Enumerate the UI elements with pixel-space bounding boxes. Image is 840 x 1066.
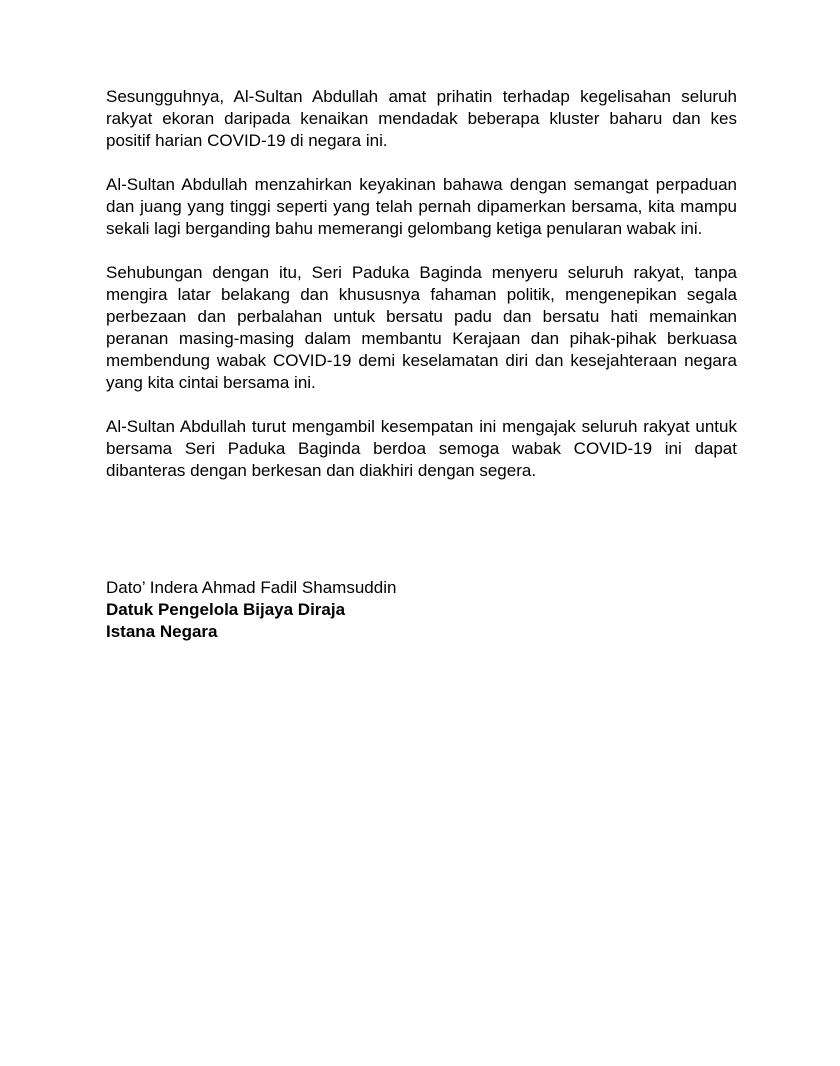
paragraph-2: Al-Sultan Abdullah menzahirkan keyakinan bahawa dengan semangat perpaduan dan juang yang tinggi seperti yang telah pernah dipamerkan bersama, kita mampu sekali lagi berganding bahu memerangi gelombang ketiga penularan wabak ini. <box>106 175 737 238</box>
signatory-organization: Istana Negara <box>106 622 218 641</box>
signature-block <box>106 577 737 643</box>
document-body <box>106 86 737 643</box>
paragraph-1: Sesungguhnya, Al-Sultan Abdullah amat prihatin terhadap kegelisahan seluruh rakyat ekoran daripada kenaikan mendadak beberapa kluster baharu dan kes positif harian COVID-19 di negara ini. <box>106 87 737 150</box>
paragraph-4: Al-Sultan Abdullah turut mengambil kesempatan ini mengajak seluruh rakyat untuk bersama Seri Paduka Baginda berdoa semoga wabak COVID-19 ini dapat dibanteras dengan berkesan dan diakhiri dengan segera. <box>106 417 737 480</box>
paragraph-3: Sehubungan dengan itu, Seri Paduka Baginda menyeru seluruh rakyat, tanpa mengira latar belakang dan khususnya fahaman politik, mengenepikan segala perbezaan dan perbalahan untuk bersatu padu dan bersatu hati memainkan peranan masing-masing dalam membantu Kerajaan dan pihak-pihak berkuasa membendung wabak COVID-19 demi keselamatan diri dan kesejahteraan negara yang kita cintai bersama ini. <box>106 263 737 392</box>
signatory-name: Dato’ Indera Ahmad Fadil Shamsuddin <box>106 578 397 597</box>
signatory-title: Datuk Pengelola Bijaya Diraja <box>106 600 346 619</box>
